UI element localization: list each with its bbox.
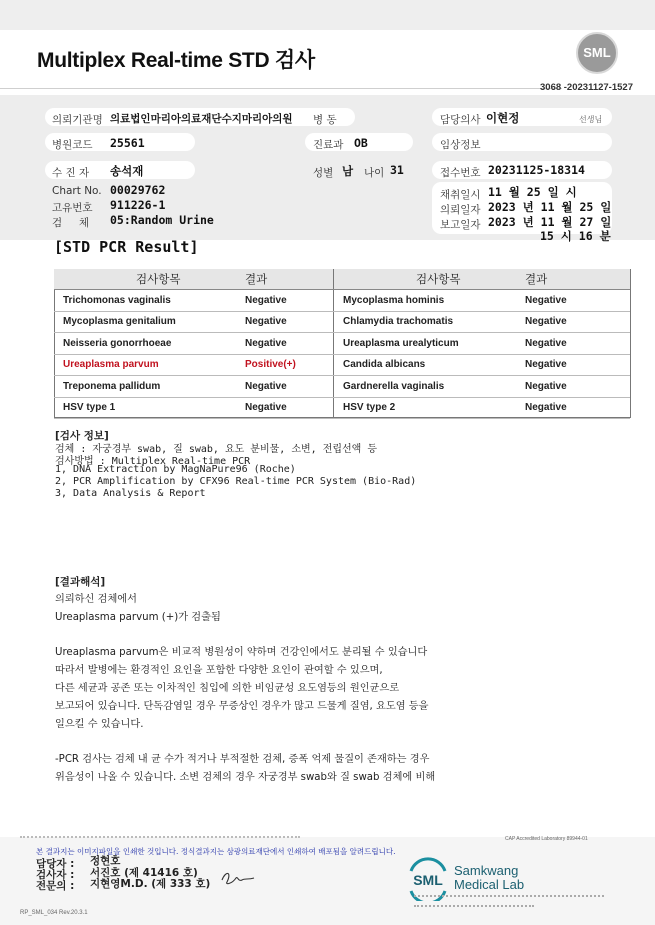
right-item: HSV type 2 (334, 397, 517, 419)
right-item: Chlamydia trachomatis (334, 311, 517, 333)
test-info-heading: [검사 정보] (55, 430, 109, 442)
table-row (54, 376, 630, 398)
interpretation-p7: 일으킬 수 있습니다. (55, 719, 144, 730)
sml-logo: SML (576, 32, 618, 74)
chart-value: 00029762 (110, 183, 166, 197)
interpretation-p5: 다른 세균과 공존 또는 이차적인 침입에 의한 비임균성 요도염등의 원인균으로 (55, 683, 400, 694)
form-code: RP_SML_034 Rev.20.3.1 (20, 910, 88, 916)
id-value: 911226-1 (110, 198, 166, 212)
left-result: Negative (236, 333, 334, 355)
sex-label: 성별 (313, 167, 334, 179)
right-item: Mycoplasma hominis (334, 290, 517, 312)
doctor-suffix: 선생님 (579, 115, 603, 124)
doctor-value: 이현정 (486, 111, 520, 125)
recipient-value: 송석재 (110, 164, 144, 178)
table-row (54, 333, 630, 355)
collected-label: 채취일시 (440, 189, 481, 201)
interpretation-p4: 따라서 발병에는 환경적인 요인을 포함한 다양한 요인이 관여할 수 있으며, (55, 665, 383, 676)
col-result-right: 결과 (516, 269, 630, 290)
col-item-right: 검사항목 (334, 269, 517, 290)
clinical-label: 임상정보 (440, 139, 481, 151)
result-section-title: [STD PCR Result] (54, 238, 199, 256)
cap-note: CAP Accredited Laboratory 89944-01 (505, 836, 588, 842)
reported-time: 15 시 16 분 (540, 229, 611, 243)
requested-label: 의뢰일자 (440, 204, 481, 216)
interpretation-heading: [결과해석] (55, 576, 106, 588)
left-item: Treponema pallidum (54, 376, 236, 398)
left-result-positive: Positive(+) (236, 354, 334, 376)
table-row (54, 354, 630, 376)
left-item: Mycoplasma genitalium (54, 311, 236, 333)
result-header-row (54, 269, 630, 290)
table-row (54, 397, 630, 419)
code-value: 25561 (110, 136, 145, 150)
top-band (0, 0, 655, 30)
footer-fine-print (20, 836, 300, 838)
age-value: 31 (390, 163, 404, 177)
hospital-label: 의뢰기관명 (52, 114, 103, 126)
left-result: Negative (236, 290, 334, 312)
right-result: Negative (516, 397, 630, 419)
interpretation-p2: Ureaplasma parvum (+)가 검출됨 (55, 612, 221, 623)
chart-label: Chart No. (52, 185, 102, 197)
tester-label: 검사자 : (36, 869, 75, 881)
specialist-value: 지현영M.D. (제 333 호) (90, 878, 211, 890)
reported-label: 보고일자 (440, 219, 481, 231)
hospital-value: 의료법인마리아의료재단수지마리아의원 (110, 113, 293, 125)
test-info-line5: 3, Data Analysis & Report (55, 488, 206, 499)
right-result: Negative (516, 354, 630, 376)
table-row (54, 311, 630, 333)
interpretation-p6: 보고되어 있습니다. 단독감염일 경우 무증상인 경우가 많고 드물게 질염, 요도염 등을 (55, 701, 429, 712)
right-result: Negative (516, 311, 630, 333)
left-item: Neisseria gonorrhoeae (54, 333, 236, 355)
right-item: Candida albicans (334, 354, 517, 376)
right-result: Negative (516, 376, 630, 398)
left-result: Negative (236, 397, 334, 419)
lab-address-fineprint (414, 895, 604, 897)
interpretation-p1: 의뢰하신 검체에서 (55, 594, 137, 605)
lab-logo-text: SML (413, 872, 443, 888)
doctor-label: 담당의사 (440, 114, 481, 126)
age-label: 나이 (364, 167, 385, 179)
interpretation-p8: -PCR 검사는 검체 내 균 수가 적거나 부적절한 검체, 증폭 억제 물질이 존재하는 경우 (55, 754, 430, 765)
left-item: HSV type 1 (54, 397, 236, 419)
print-notice: 본 결과지는 이미지파일을 인쇄한 것입니다. 정식결과지는 삼광의료재단에서 인쇄하여 배포됨을 알려드립니다. (36, 847, 396, 856)
right-item: Ureaplasma urealyticum (334, 333, 517, 355)
interpretation-p3: Ureaplasma parvum은 비교적 병원성이 약하며 건강인에서도 분리될 수 있습니다 (55, 647, 428, 658)
test-info-line4: 2, PCR Amplification by CFX96 Real-time PCR System (Bio-Rad) (55, 476, 417, 487)
recipient-label: 수 진 자 (52, 167, 90, 179)
lab-name-line2: Medical Lab (454, 877, 525, 892)
tester-value: 서진호 (제 41416 호) (90, 867, 198, 879)
left-item: Trichomonas vaginalis (54, 290, 236, 312)
dept-value: OB (354, 136, 368, 150)
manager-value: 정현호 (90, 855, 121, 867)
test-info-line3: 1, DNA Extraction by MagNaPure96 (Roche) (55, 464, 296, 475)
report-number: 3068 -20231127-1527 (540, 82, 633, 93)
report-title: Multiplex Real-time STD 검사 (37, 49, 315, 72)
interpretation-p9: 위음성이 나올 수 있습니다. 소변 검체의 경우 자궁경부 swab와 질 swab 검체에 비해 (55, 772, 436, 783)
left-result: Negative (236, 311, 334, 333)
col-item-left: 검사항목 (54, 269, 236, 290)
specimen-value: 05:Random Urine (110, 213, 214, 227)
sex-value: 남 (342, 164, 354, 178)
test-info-line2: 검사방법 : Multiplex Real-time PCR (55, 456, 251, 467)
col-result-left: 결과 (236, 269, 334, 290)
dept-label: 진료과 (313, 139, 344, 151)
right-result: Negative (516, 290, 630, 312)
receipt-label: 접수번호 (440, 167, 481, 179)
id-label: 고유번호 (52, 202, 93, 214)
signature-image (218, 868, 258, 888)
specimen-label: 검 체 (52, 217, 89, 229)
result-table (54, 269, 630, 419)
right-item: Gardnerella vaginalis (334, 376, 517, 398)
collected-value: 11 월 25 일 시 (488, 185, 577, 199)
lab-phone-fineprint (414, 905, 534, 907)
right-result: Negative (516, 333, 630, 355)
left-result: Negative (236, 376, 334, 398)
requested-value: 2023 년 11 월 25 일 (488, 200, 612, 214)
lab-name-line1: Samkwang (454, 863, 519, 878)
receipt-value: 20231125-18314 (488, 163, 585, 177)
code-label: 병원코드 (52, 139, 93, 151)
test-info-line1: 검체 : 자궁경부 swab, 질 swab, 요도 분비물, 소변, 전립선액 등 (55, 444, 378, 455)
left-item-positive: Ureaplasma parvum (54, 354, 236, 376)
specialist-label: 전문의 : (36, 880, 75, 892)
table-row (54, 290, 630, 312)
reported-value: 2023 년 11 월 27 일 (488, 215, 612, 229)
manager-label: 담당자 : (36, 858, 75, 870)
ward-label: 병 동 (313, 114, 337, 126)
